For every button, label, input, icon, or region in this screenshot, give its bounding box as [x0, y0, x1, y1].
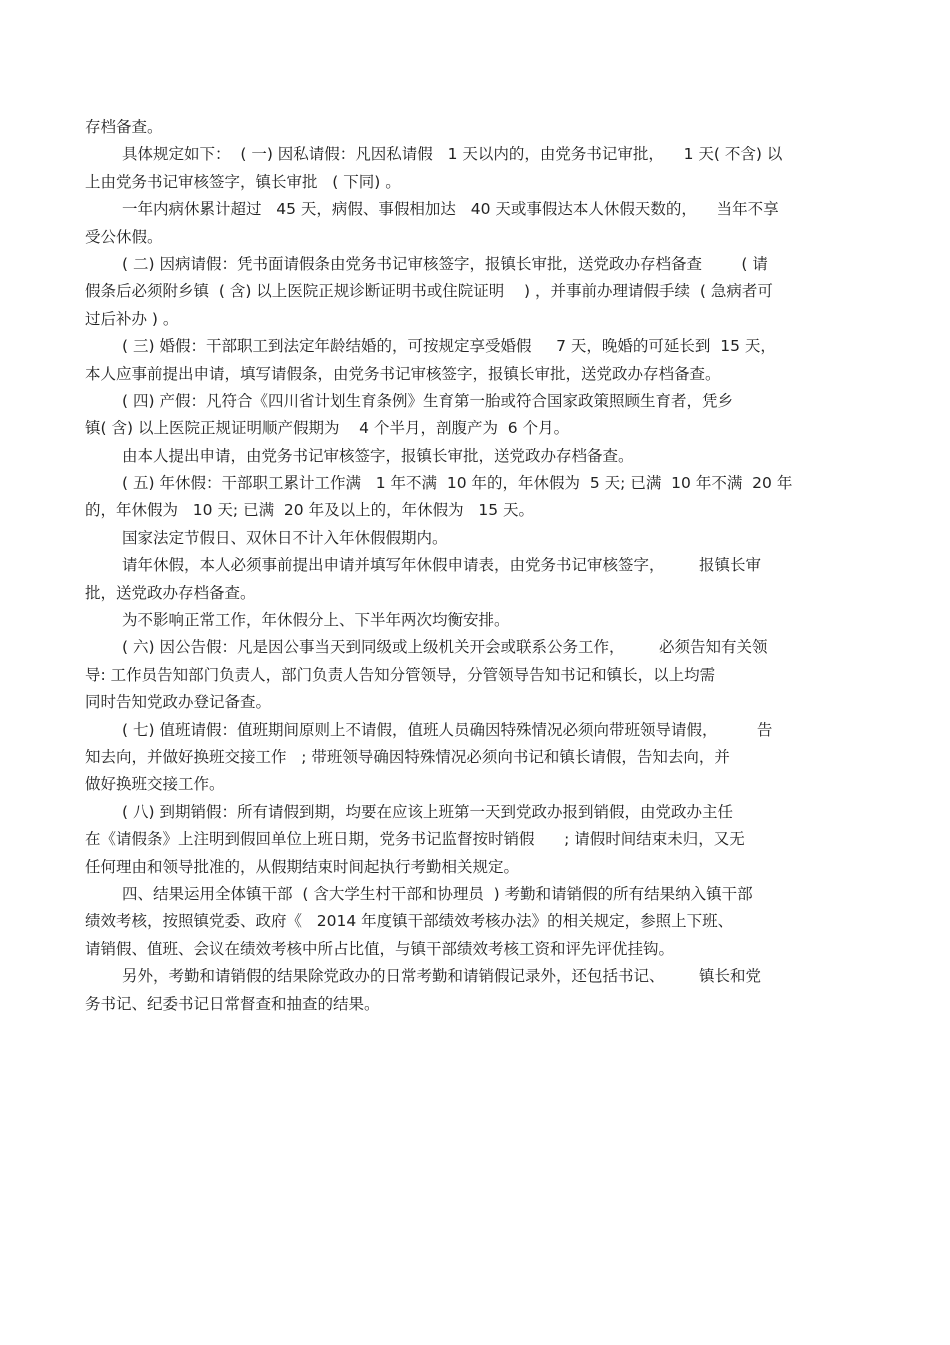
text-line: 四、结果运用全体镇干部 ( 含大学生村干部和协理员 ) 考勤和请销假的所有结果纳入镇干部 — [122, 884, 753, 903]
text-line: 在《请假条》上注明到假回单位上班日期，党务书记监督按时销假 ; 请假时间结束未归，又无 — [85, 830, 745, 849]
text-line: ( 二) 因病请假：凭书面请假条由党务书记审核签字，报镇长审批，送党政办存档备查 ( 请 — [122, 254, 768, 273]
text-line: 具体规定如下： ( 一) 因私请假：凡因私请假 1 天以内的，由党务书记审批， 1 天( 不含) 以 — [122, 145, 783, 164]
text-line: 请年休假，本人必须事前提出申请并填写年休假申请表，由党务书记审核签字， 报镇长审 — [122, 556, 761, 575]
document-body — [85, 114, 865, 1018]
text-line: 任何理由和领导批准的，从假期结束时间起执行考勤相关规定。 — [85, 857, 520, 876]
text-line: 务书记、纪委书记日常督查和抽查的结果。 — [85, 994, 380, 1013]
text-line: 批，送党政办存档备查。 — [85, 583, 256, 602]
text-line: 另外，考勤和请销假的结果除党政办的日常考勤和请销假记录外，还包括书记、 镇长和党 — [122, 967, 761, 986]
text-line: ( 三) 婚假：干部职工到法定年龄结婚的，可按规定享受婚假 7 天，晚婚的可延长到 15 天， — [122, 337, 776, 356]
text-line: 镇( 含) 以上医院正规证明顺产假期为 4 个半月，剖腹产为 6 个月。 — [85, 419, 570, 438]
text-line: 一年内病休累计超过 45 天，病假、事假相加达 40 天或事假达本人休假天数的， 当年不享 — [122, 200, 779, 219]
text-line: 假条后必须附乡镇 ( 含) 以上医院正规诊断证明书或住院证明 ) ，并事前办理请假手续 ( 急病者可 — [85, 282, 773, 301]
text-line: ( 六) 因公告假：凡是因公事当天到同级或上级机关开会或联系公务工作， 必须告知有关领 — [122, 638, 768, 657]
text-line: 知去向，并做好换班交接工作 ; 带班领导确因特殊情况必须向书记和镇长请假，告知去向，并 — [85, 747, 730, 766]
text-line: 过后补办 ) 。 — [85, 309, 179, 328]
text-line: 绩效考核，按照镇党委、政府《 2014 年度镇干部绩效考核办法》的相关规定，参照上下班、 — [85, 912, 734, 931]
text-line: ( 七) 值班请假：值班期间原则上不请假，值班人员确因特殊情况必须向带班领导请假， 告 — [122, 720, 773, 739]
text-line: 请销假、值班、会议在绩效考核中所占比值，与镇干部绩效考核工资和评先评优挂钩。 — [85, 939, 675, 958]
text-line: 的，年休假为 10 天; 已满 20 年及以上的，年休假为 15 天。 — [85, 501, 535, 520]
text-line: 由本人提出申请，由党务书记审核签字，报镇长审批，送党政办存档备查。 — [122, 446, 634, 465]
text-line: ( 八) 到期销假：所有请假到期，均要在应该上班第一天到党政办报到销假，由党政办主任 — [122, 802, 733, 821]
text-line: 本人应事前提出申请，填写请假条，由党务书记审核签字，报镇长审批，送党政办存档备查。 — [85, 364, 721, 383]
text-line: ( 四) 产假：凡符合《四川省计划生育条例》生育第一胎或符合国家政策照顾生育者，凭乡 — [122, 391, 733, 410]
text-line: 上由党务书记审核签字，镇长审批 ( 下同) 。 — [85, 172, 401, 191]
text-line: 导: 工作员告知部门负责人，部门负责人告知分管领导，分管领导告知书记和镇长，以上均需 — [85, 665, 716, 684]
text-line: 存档备查。 — [85, 118, 163, 136]
text-line: 同时告知党政办登记备查。 — [85, 693, 272, 712]
text-line: 做好换班交接工作。 — [85, 775, 225, 794]
text-line: 受公休假。 — [85, 227, 163, 246]
text-line: 为不影响正常工作，年休假分上、下半年两次均衡安排。 — [122, 611, 510, 630]
text-line: ( 五) 年休假：干部职工累计工作满 1 年不满 10 年的，年休假为 5 天; 已满 10 年不满 20 年 — [122, 474, 793, 493]
text-line: 国家法定节假日、双休日不计入年休假假期内。 — [122, 528, 448, 547]
